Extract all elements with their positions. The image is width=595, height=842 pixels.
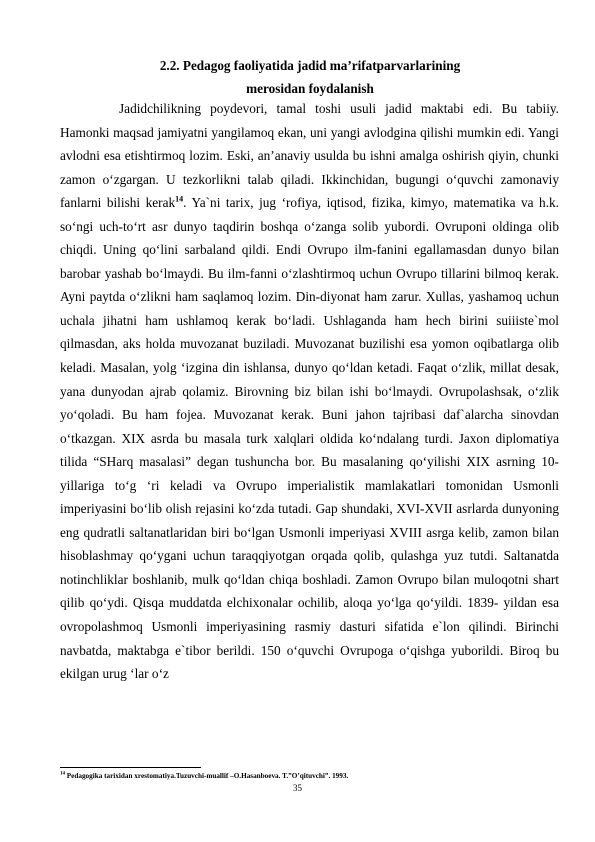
section-title-line2: merosidan foydalanish — [246, 81, 374, 96]
body-text-after-note: . Ya`ni tarix, jug ‘rofiya, iqtisod, fizika, kimyo, matematika va h.k. so‘ngi uch-to‘rt asr dunyo taqdirin boshqa o‘zanga solib yubordi. Ovruponi oldinga olib chiqdi. Uning qo‘lini sarbaland qildi. Endi Ovrupo ilm-fanini egallamasdan dunyo bilan barobar yashab bo‘lmaydi. Bu ilm-fanni o‘zlashtirmoq uchun Ovrupo tillarini bilmoq kerak. Ayni paytda o‘zlikni ham saqlamoq lozim. Din-diyonat ham zarur. Xullas, yashamoq uchun uchala jihatni ham ushlamoq kerak bo‘ladi. Ushlaganda ham hech birini suiiiste`mol qilmasdan, aks holda muvozanat buziladi. Muvozanat buzilishi esa yomon oqibatlarga olib keladi. Masalan, yolg ‘izgina din ishlansa, dunyo qo‘ldan ketadi. Faqat o‘zlik, millat desak, yana dunyodan ajrab qolamiz. Birovning biz bilan ishi bo‘lmaydi. Ovrupolashsak, o‘zlik yo‘qoladi. Bu ham fojea. Muvozanat kerak. Buni jahon tajribasi daf`alarcha sinovdan o‘tkazgan. XIX asrda bu masala turk xalqlari oldida ko‘ndalang turdi. Jaxon diplomatiya tilida “SHarq masalasi” degan tushuncha bor. Bu masalaning qo‘yilishi XIX asrning 10-yillariga to‘g ‘ri keladi va Ovrupo imperialistik mamlakatlari tomonidan Usmonli imperiyasini bo‘lib olish rejasini ko‘zda tutadi. Gap shundaki, XVI-XVII asrlarda dunyoning eng qudratli saltanatlaridan biri bo‘lgan Usmonli imperiyasi XVIII asrga kelib, zamon bilan hisoblashmay qo‘ygani uchun taraqqiyotgan orqada qolib, qulashga yuz tutdi. Saltanatda notinchliklar boshlanib, mulk qo‘ldan chiqa boshladi. Zamon Ovrupo bilan muloqotni shart qilib qo‘ydi. Qisqa muddatda elchixonalar ochilib, aloqa yo‘lga qo‘yildi. 1839- yildan esa ovropolashmoq Usmonli imperiyasining rasmiy dasturi sifatida e`lon qilindi. Birinchi navbatda, maktabga e`tibor berildi. 150 o‘quvchi Ovrupoga o‘qishga yuborildi. Biroq bu ekilgan urug ‘lar o‘z — [60, 195, 559, 682]
page-number: 35 — [293, 783, 302, 793]
footnote — [60, 771, 560, 781]
body-paragraph — [60, 97, 559, 686]
footnote-number: 14 — [60, 771, 65, 777]
footnote-reference[interactable]: 14 — [175, 194, 184, 204]
body-text-before-note: Jadidchilikning poydevori, tamal toshi usuli jadid maktabi edi. Bu tabiiy. Hamonki maqsad jamiyatni yangilamoq ekan, uni yangi avlodgina qilishi mumkin edi. Yangi avlodni esa etishtirmoq lozim. Eski, an’anaviy usulda bu ishni amalga oshirish qiyin, chunki zamon o‘zgargan. U tezkorlikni talab qiladi. Ikkinchidan, bugungi o‘quvchi zamonaviy fanlarni bilishi kerak — [60, 101, 559, 211]
section-title-line1: 2.2. Pedagog faoliyatida jadid ma’rifatparvarlarining — [159, 58, 461, 73]
footnote-text: Pedagogika tarixidan xrestomatiya.Tuzuvchi-muallif –O.Hasanboeva. T.”O’qituvchi”. 1993. — [65, 772, 349, 780]
footnote-divider — [60, 767, 201, 768]
